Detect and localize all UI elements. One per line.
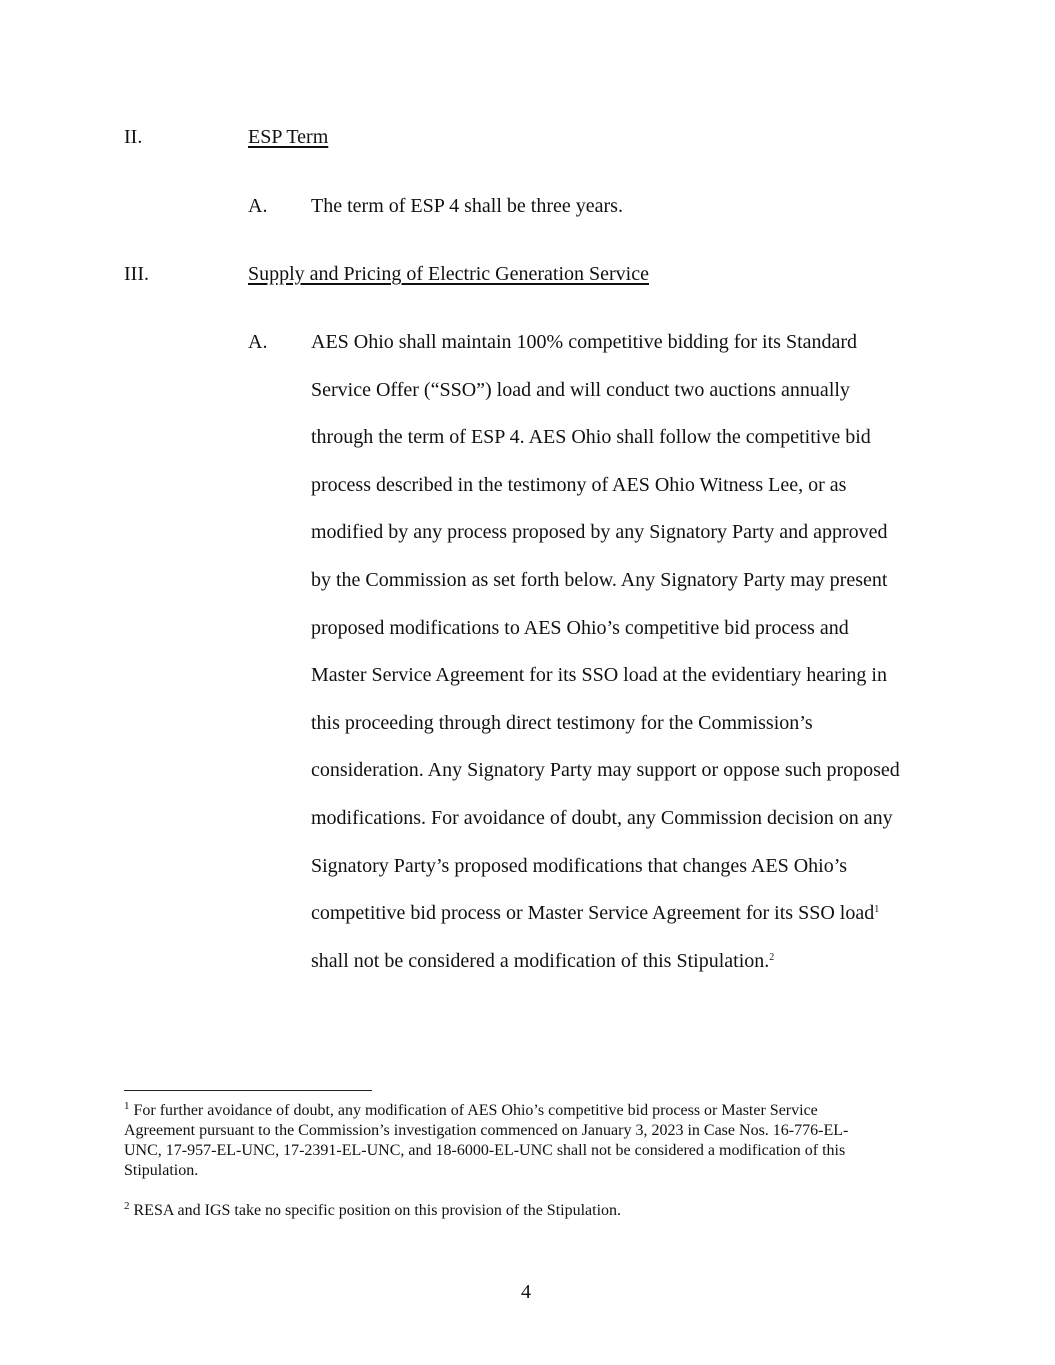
section-heading-esp-term: ESP Term <box>248 126 329 148</box>
paragraph-line-text: this proceeding through direct testimony for the Commission’s <box>311 711 813 734</box>
paragraph-line-text: Service Offer (“SSO”) load and will conduct two auctions annually <box>311 378 850 401</box>
page-number: 4 <box>521 1281 531 1303</box>
paragraph-line <box>311 616 849 640</box>
paragraph-line-text: AES Ohio shall maintain 100% competitive bidding for its Standard <box>311 331 858 353</box>
footnote-line <box>124 1101 818 1121</box>
paragraph-line-text: proposed modifications to AES Ohio’s competitive bid process and <box>311 616 849 639</box>
paragraph-line <box>311 425 871 449</box>
paragraph-line <box>311 568 887 592</box>
paragraph-line <box>311 663 887 687</box>
paragraph-line: The term of ESP 4 shall be three years. <box>311 195 623 217</box>
section-heading-supply-pricing: Supply and Pricing of Electric Generation Service <box>248 263 649 285</box>
footnote-line <box>124 1161 198 1181</box>
paragraph-line-text: shall not be considered a modification of this Stipulation. <box>311 949 770 972</box>
paragraph-line-text: competitive bid process or Master Service Agreement for its SSO load <box>311 902 875 925</box>
paragraph-line <box>311 378 850 402</box>
footnote-mark: 1 <box>124 1100 130 1112</box>
paragraph-line-text: Master Service Agreement for its SSO load at the evidentiary hearing in <box>311 664 887 687</box>
footnote-reference[interactable]: 1 <box>874 904 880 916</box>
paragraph-line <box>311 473 846 497</box>
paragraph-line-text: consideration. Any Signatory Party may support or oppose such proposed <box>311 759 900 782</box>
item-letter: A. <box>248 195 268 217</box>
section-numeral-iii: III. <box>124 263 149 285</box>
paragraph-line <box>311 901 879 925</box>
footnote-text: Stipulation. <box>124 1162 199 1179</box>
paragraph-line <box>311 330 857 354</box>
footnote-text: Agreement pursuant to the Commission’s investigation commenced on January 3, 2023 in Case Nos. 16-776-EL- <box>124 1122 849 1139</box>
footnote-mark: 2 <box>124 1200 130 1212</box>
paragraph-line <box>311 949 774 973</box>
paragraph-line <box>311 520 888 544</box>
footnote-line <box>124 1141 845 1161</box>
footnote-text: For further avoidance of doubt, any modification of AES Ohio’s competitive bid process or Master Service <box>133 1102 818 1119</box>
footnote-line <box>124 1201 621 1221</box>
footnote-line <box>124 1121 848 1141</box>
paragraph-line-text: by the Commission as set forth below. Any Signatory Party may present <box>311 569 888 591</box>
footnote-reference[interactable]: 2 <box>769 951 775 963</box>
paragraph-line <box>311 854 847 878</box>
item-letter: A. <box>248 331 268 353</box>
paragraph-line-text: modifications. For avoidance of doubt, any Commission decision on any <box>311 807 893 829</box>
paragraph-line-text: process described in the testimony of AES Ohio Witness Lee, or as <box>311 473 847 496</box>
section-numeral-ii: II. <box>124 126 143 148</box>
paragraph-line-text: through the term of ESP 4. AES Ohio shall follow the competitive bid <box>311 426 871 449</box>
footnote-text: UNC, 17-957-EL-UNC, 17-2391-EL-UNC, and 18-6000-EL-UNC shall not be considered a modification of this <box>124 1142 846 1159</box>
paragraph-line-text: Signatory Party’s proposed modifications that changes AES Ohio’s <box>311 854 848 877</box>
footnote-divider <box>124 1090 372 1091</box>
paragraph-line <box>311 758 900 782</box>
footnote-text: RESA and IGS take no specific position on this provision of the Stipulation. <box>133 1202 622 1219</box>
paragraph-line <box>311 806 893 830</box>
paragraph-line <box>311 711 813 735</box>
paragraph-line-text: modified by any process proposed by any Signatory Party and approved <box>311 521 888 544</box>
